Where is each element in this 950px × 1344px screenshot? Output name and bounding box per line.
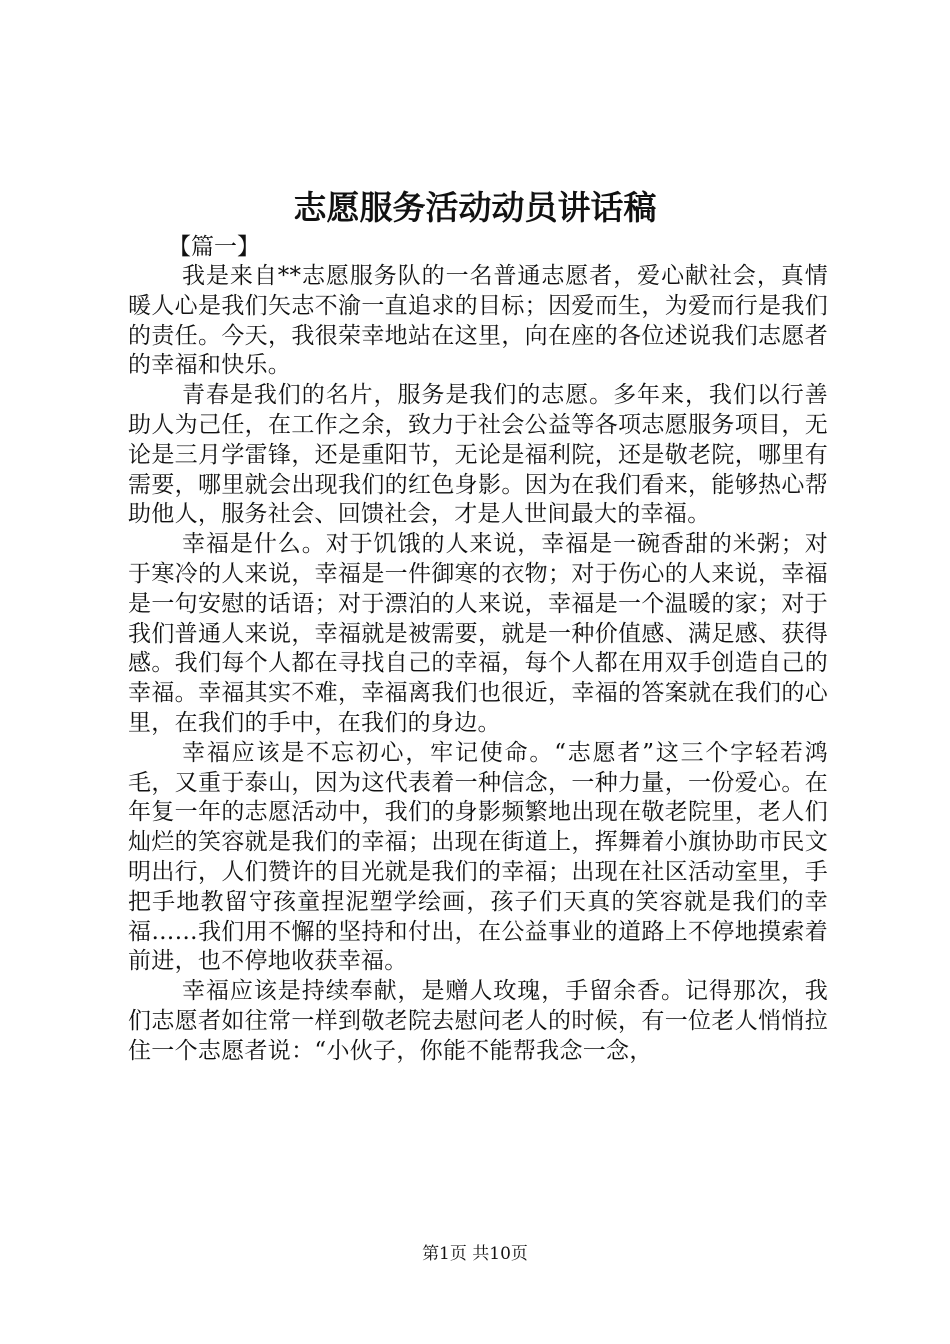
paragraph: 青春是我们的名片，服务是我们的志愿。多年来，我们以行善助人为己任，在工作之余，致力于社会公益等各项志愿服务项目，无论是三月学雷锋，还是重阳节，无论是福利院，还是敬老院，哪里有需要，哪里就会出现我们的红色身影。因为在我们看来，能够热心帮助他人，服务社会、回馈社会，才是人世间最大的幸福。 (128, 382, 828, 528)
paragraph: 我是来自**志愿服务队的一名普通志愿者，爱心献社会，真情暖人心是我们矢志不渝一直追求的目标；因爱而生，为爱而行是我们的责任。今天，我很荣幸地站在这里，向在座的各位述说我们志愿者的幸福和快乐。 (128, 263, 828, 379)
paragraph: 幸福应该是不忘初心，牢记使命。“志愿者”这三个字轻若鸿毛，又重于泰山，因为这代表着一种信念，一种力量，一份爱心。在年复一年的志愿活动中，我们的身影频繁地出现在敬老院里，老人们灿烂的笑容就是我们的幸福；出现在街道上，挥舞着小旗协助市民文明出行，人们赞许的目光就是我们的幸福；出现在社区活动室里，手把手地教留守孩童捏泥塑学绘画，孩子们天真的笑容就是我们的幸福……我们用不懈的坚持和付出，在公益事业的道路上不停地摸索着前进，也不停地收获幸福。 (128, 739, 828, 975)
document-title: 志愿服务活动动员讲话稿 (293, 188, 657, 227)
paragraph: 幸福应该是持续奉献，是赠人玫瑰，手留余香。记得那次，我们志愿者如往常一样到敬老院去慰问老人的时候，有一位老人悄悄拉住一个志愿者说：“小伙子，你能不能帮我念一念， (128, 978, 828, 1064)
document-body (128, 233, 828, 1067)
section-label: 【篇一】 (168, 234, 260, 260)
paragraph: 幸福是什么。对于饥饿的人来说，幸福是一碗香甜的米粥；对于寒冷的人来说，幸福是一件御寒的衣物；对于伤心的人来说，幸福是一句安慰的话语；对于漂泊的人来说，幸福是一个温暖的家；对于我们普通人来说，幸福就是被需要，就是一种价值感、满足感、获得感。我们每个人都在寻找自己的幸福，每个人都在用双手创造自己的幸福。幸福其实不难，幸福离我们也很近，幸福的答案就在我们的心里，在我们的手中，在我们的身边。 (128, 531, 828, 736)
page-footer: 第1页 共10页 (422, 1244, 528, 1264)
